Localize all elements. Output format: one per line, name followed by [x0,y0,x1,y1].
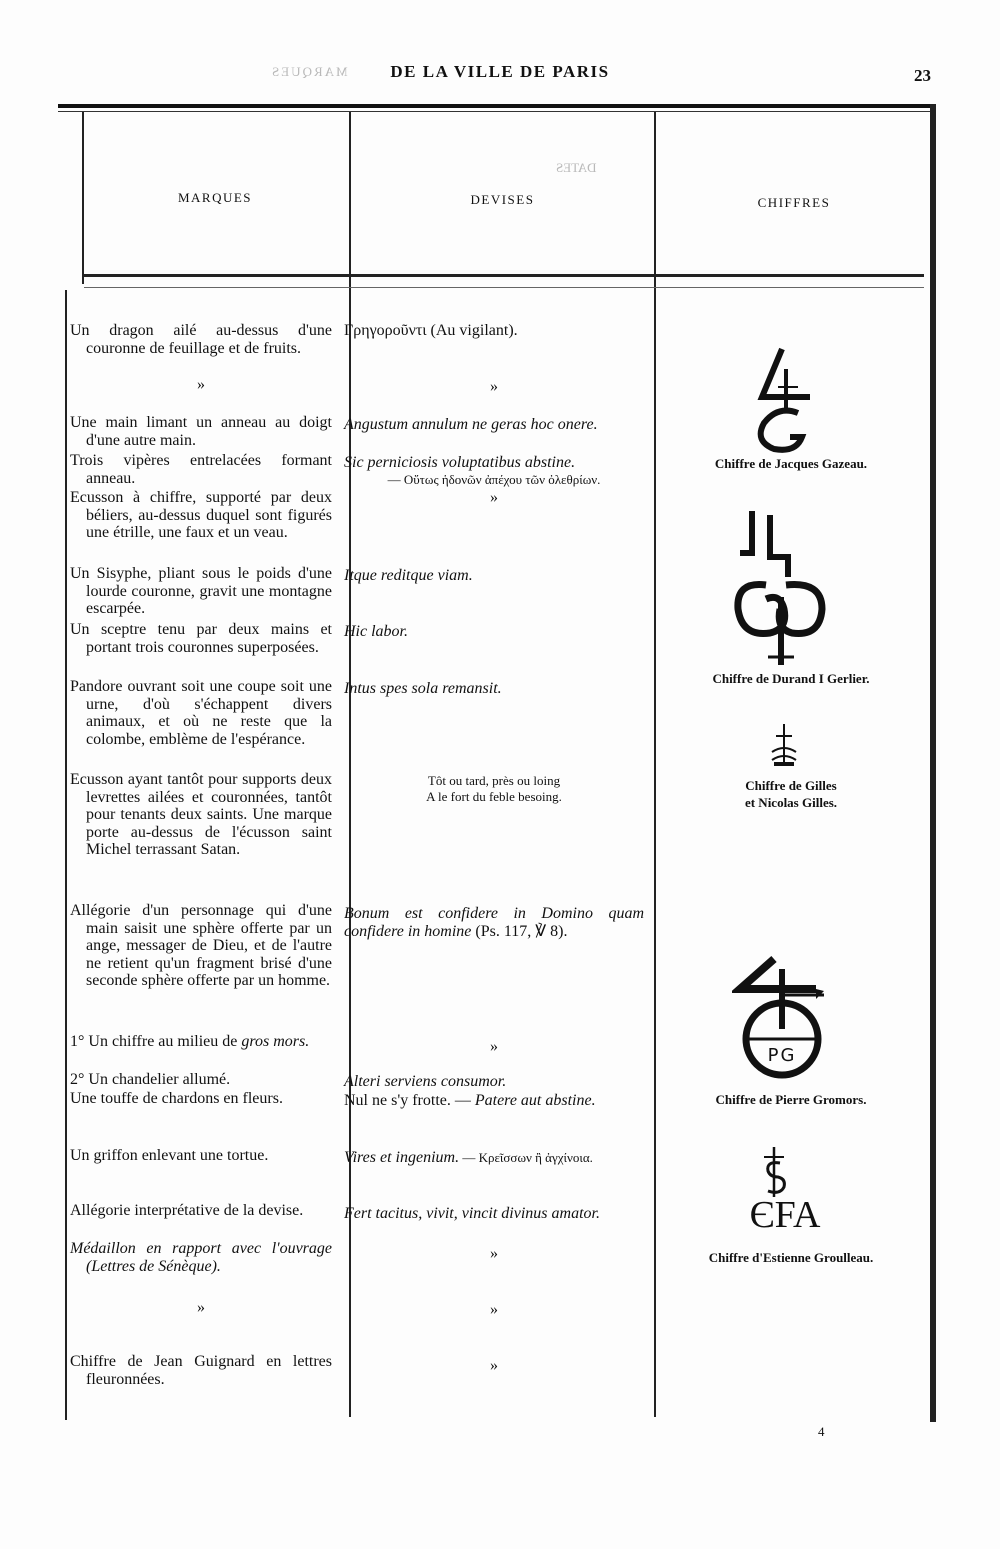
chiffre-caption: Chiffre de Pierre Gromors. [715,1092,867,1107]
marque-entry: Allégorie d'un personnage qui d'une main saisit une sphère offerte par un ange, messager de Dieu, et de l'autre ne retient qu'un fragment brisé d'une seconde sphère offerte par un homme. [70,902,332,989]
devise-ditto: » [490,1357,498,1374]
marque-entry: Un sceptre tenu par deux mains et portant trois couronnes superposées. [70,621,332,656]
header-rule [84,274,924,277]
chiffre-caption: et Nicolas Gilles. [744,795,838,810]
show-through-text: MARQUES [270,64,348,79]
monogram-durand-gerlier-icon [726,505,836,670]
devise-entry: Bonum est confidere in Domino quam confidere in homine (Ps. 117, ℣ 8). [344,905,644,940]
chiffre-caption: Chiffre d'Estienne Groulleau. [708,1250,874,1265]
devise-entry: Alteri serviens consumor. [344,1073,507,1090]
table-right-border [930,104,936,1422]
table-top-rule [58,104,934,108]
chiffre-caption: Chiffre de Durand I Gerlier. [712,671,870,686]
monogram-estienne-groulleau-icon [740,1145,830,1200]
monogram-jacques-gazeau-icon [748,345,818,455]
footer-signature-mark: 4 [818,1424,825,1439]
devise-entry: Sic perniciosis voluptatibus abstine. [344,454,576,471]
devise-entry: A le fort du feble besoing. [426,789,562,804]
devise-entry: Nul ne s'y frotte. — Patere aut abstine. [344,1092,596,1109]
table-top-rule-thin [58,111,934,112]
marque-ditto: » [197,376,205,393]
header-rule-thin [84,287,924,288]
marque-entry: Une touffe de chardons en fleurs. [70,1090,283,1107]
column-divider [82,112,84,284]
column-header-devises: DEVISES [470,192,535,207]
chiffre-initials: ЄFA [749,1194,821,1236]
chiffre-caption: Chiffre de Jacques Gazeau. [714,456,868,471]
marque-entry: Un Sisyphe, pliant sous le poids d'une lourde couronne, gravit une montagne escarpée. [70,565,332,617]
running-header: DE LA VILLE DE PARIS [390,62,610,81]
marque-entry: Pandore ouvrant soit une coupe soit une urne, d'où s'échappent divers animaux, et où ne reste que la colombe, emblème de l'espérance. [70,678,332,748]
marque-entry: Un griffon enlevant une tortue. [70,1147,269,1164]
devise-entry-greek: — Οὕτως ἡδονῶν ἀπέχου τῶν ὀλεθρίων. [387,472,601,487]
devise-ditto: » [490,378,498,395]
devise-ditto: » [490,1038,498,1055]
devise-entry: Angustum annulum ne geras hoc onere. [344,416,598,433]
chiffre-caption: Chiffre de Gilles [745,778,837,793]
devise-entry: Tôt ou tard, près ou loing [427,773,561,788]
marque-entry: Un dragon ailé au-dessus d'une couronne de feuillage et de fruits. [70,322,332,357]
marque-entry: Une main limant un anneau au doigt d'une autre main. [70,414,332,449]
marque-entry: Ecusson ayant tantôt pour supports deux levrettes ailées et couronnées, tantôt pour tenants deux saints. Une marque porte au-dessus de l'écusson saint Michel terrassant Satan. [70,771,332,858]
chiffre-initials: PG [767,1045,797,1066]
column-header-marques: MARQUES [177,190,253,205]
devise-ditto: » [490,1301,498,1318]
marque-entry: Trois vipères entrelacées formant anneau. [70,452,332,487]
marque-entry: Chiffre de Jean Guignard en lettres fleuronnées. [70,1353,332,1388]
monogram-gilles-icon [764,722,804,768]
devise-ditto: » [490,1245,498,1262]
devise-entry: Γρηγοροῦντι (Au vigilant). [344,322,518,339]
devise-ditto: » [490,489,498,506]
marque-entry: Médaillon en rapport avec l'ouvrage (Lettres de Sénèque). [70,1240,332,1275]
marque-entry: 2° Un chandelier allumé. [70,1071,231,1088]
column-header-chiffres: CHIFFRES [757,195,831,210]
column-divider [654,112,656,1417]
devise-entry: Intus spes sola remansit. [344,680,502,697]
marque-ditto: » [197,1299,205,1316]
devise-entry: Itque reditque viam. [344,567,473,584]
column-divider [65,290,67,1420]
marque-entry: 1° Un chiffre au milieu de gros mors. [70,1033,310,1050]
devise-entry: Fert tacitus, vivit, vincit divinus amator. [344,1205,600,1222]
marque-entry: Allégorie interprétative de la devise. [70,1202,304,1219]
show-through-text-col: DATES [556,160,597,175]
devise-entry: Hic labor. [344,623,408,640]
devise-entry: Vires et ingenium. — Κρεῖσσων ἢ ἀγχίνοια. [344,1149,593,1166]
marque-entry: Ecusson à chiffre, supporté par deux béliers, au-dessus duquel sont figurés une étrille, une faux et un veau. [70,489,332,541]
page-number: 23 [914,66,931,85]
